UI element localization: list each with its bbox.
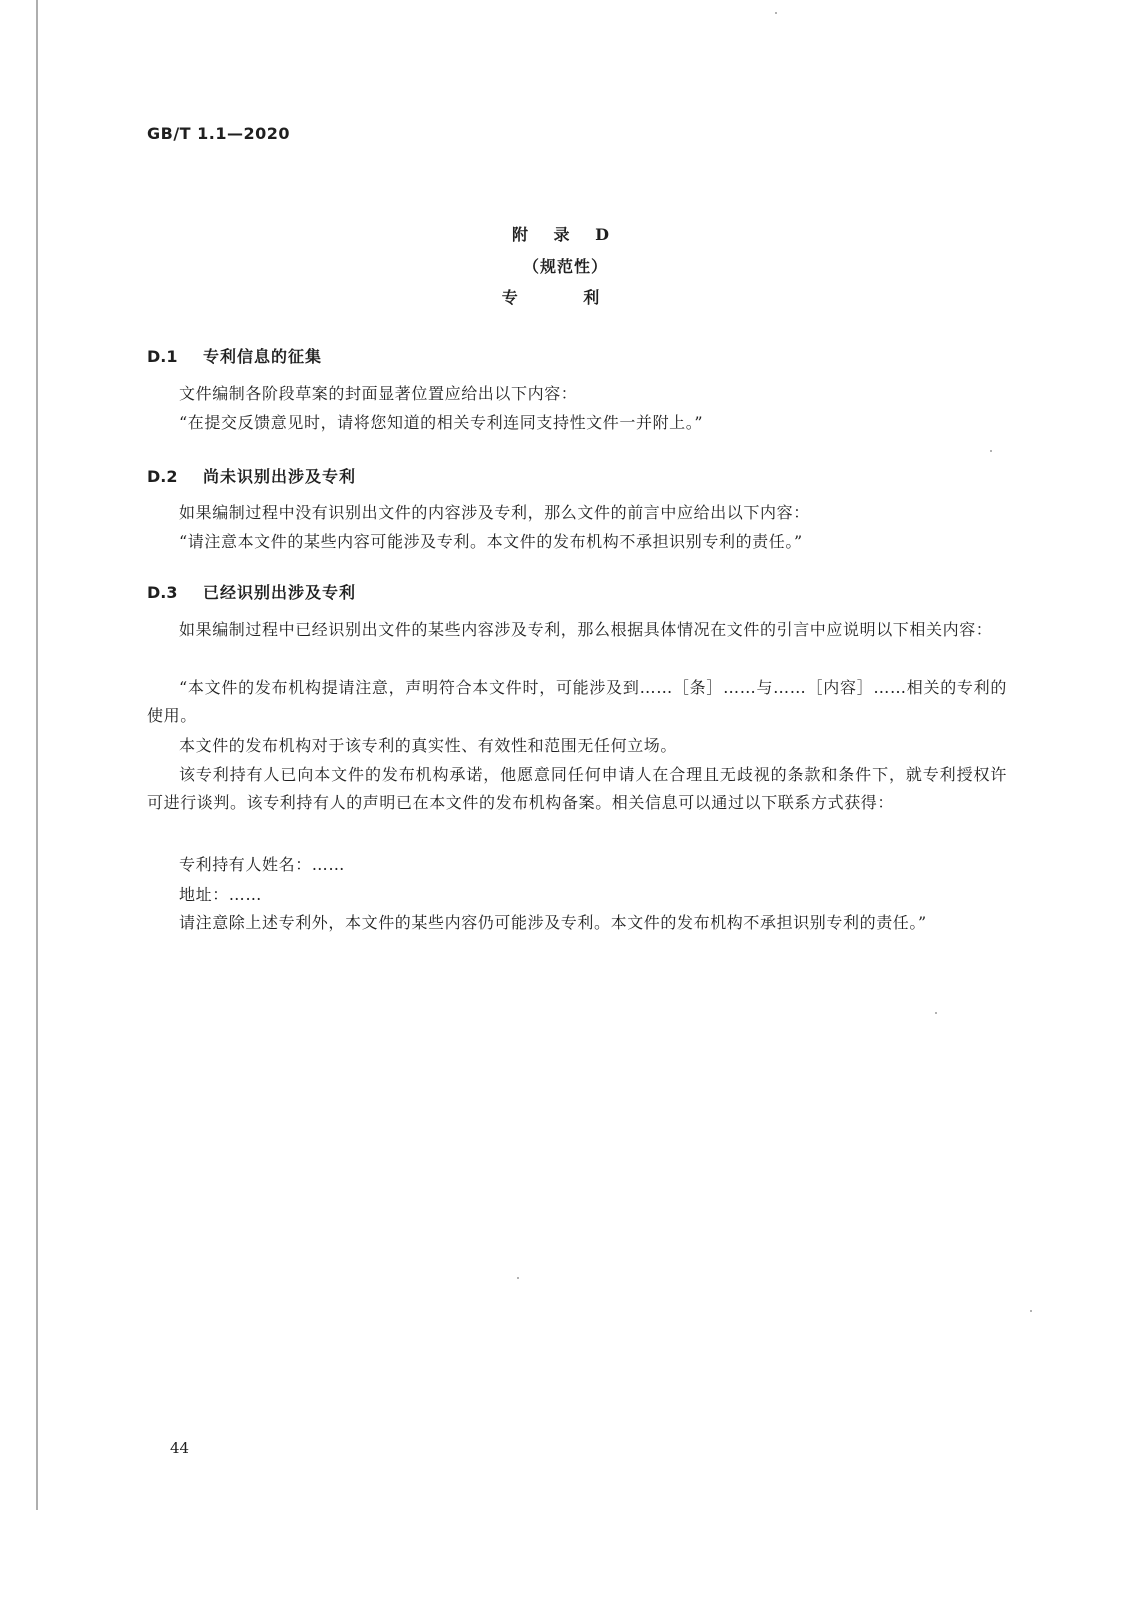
- paragraph: 如果编制过程中已经识别出文件的某些内容涉及专利，那么根据具体情况在文件的引言中应说明以下相关内容：: [179, 620, 993, 639]
- appendix-subject: 专 利: [501, 288, 630, 307]
- paragraph: 本文件的发布机构对于该专利的真实性、有效性和范围无任何立场。: [179, 736, 678, 755]
- paragraph: “请注意本文件的某些内容可能涉及专利。本文件的发布机构不承担识别专利的责任。”: [179, 532, 803, 551]
- section-title: 专利信息的征集: [203, 347, 323, 366]
- scan-speck: [1030, 1310, 1032, 1312]
- paragraph: 如果编制过程中没有识别出文件的内容涉及专利，那么文件的前言中应给出以下内容：: [179, 503, 810, 522]
- paragraph: “在提交反馈意见时，请将您知道的相关专利连同支持性文件一并附上。”: [179, 413, 704, 432]
- standard-code: GB/T 1.1—2020: [147, 124, 291, 143]
- scan-speck: [990, 450, 992, 452]
- scan-speck: [517, 1277, 519, 1279]
- section-title: 已经识别出涉及专利: [203, 583, 357, 602]
- section-heading-d1: [147, 344, 322, 367]
- section-number: D.1: [147, 347, 178, 366]
- section-title: 尚未识别出涉及专利: [203, 467, 357, 486]
- paragraph: “本文件的发布机构提请注意，声明符合本文件时，可能涉及到……［条］……与……［内容］……相关的专利的使用。: [147, 678, 1007, 725]
- paragraph: 文件编制各阶段草案的封面显著位置应给出以下内容：: [179, 384, 578, 403]
- appendix-title: 附 录 D: [511, 225, 620, 244]
- appendix-type: （规范性）: [522, 257, 608, 276]
- scan-speck: [775, 12, 777, 14]
- scan-speck: [935, 1012, 937, 1014]
- paragraph: 地址：……: [179, 885, 263, 904]
- paragraph: 该专利持有人已向本文件的发布机构承诺，他愿意同任何申请人在合理且无歧视的条款和条件下，就专利授权许可进行谈判。该专利持有人的声明已在本文件的发布机构备案。相关信息可以通过以下联系方式获得：: [147, 765, 1007, 812]
- section-number: D.2: [147, 467, 178, 486]
- section-heading-d2: [147, 464, 356, 487]
- page-number: 44: [170, 1439, 190, 1457]
- paragraph: 专利持有人姓名：……: [179, 855, 346, 874]
- paragraph: 请注意除上述专利外，本文件的某些内容仍可能涉及专利。本文件的发布机构不承担识别专利的责任。”: [179, 913, 927, 932]
- section-number: D.3: [147, 583, 178, 602]
- section-heading-d3: [147, 580, 356, 603]
